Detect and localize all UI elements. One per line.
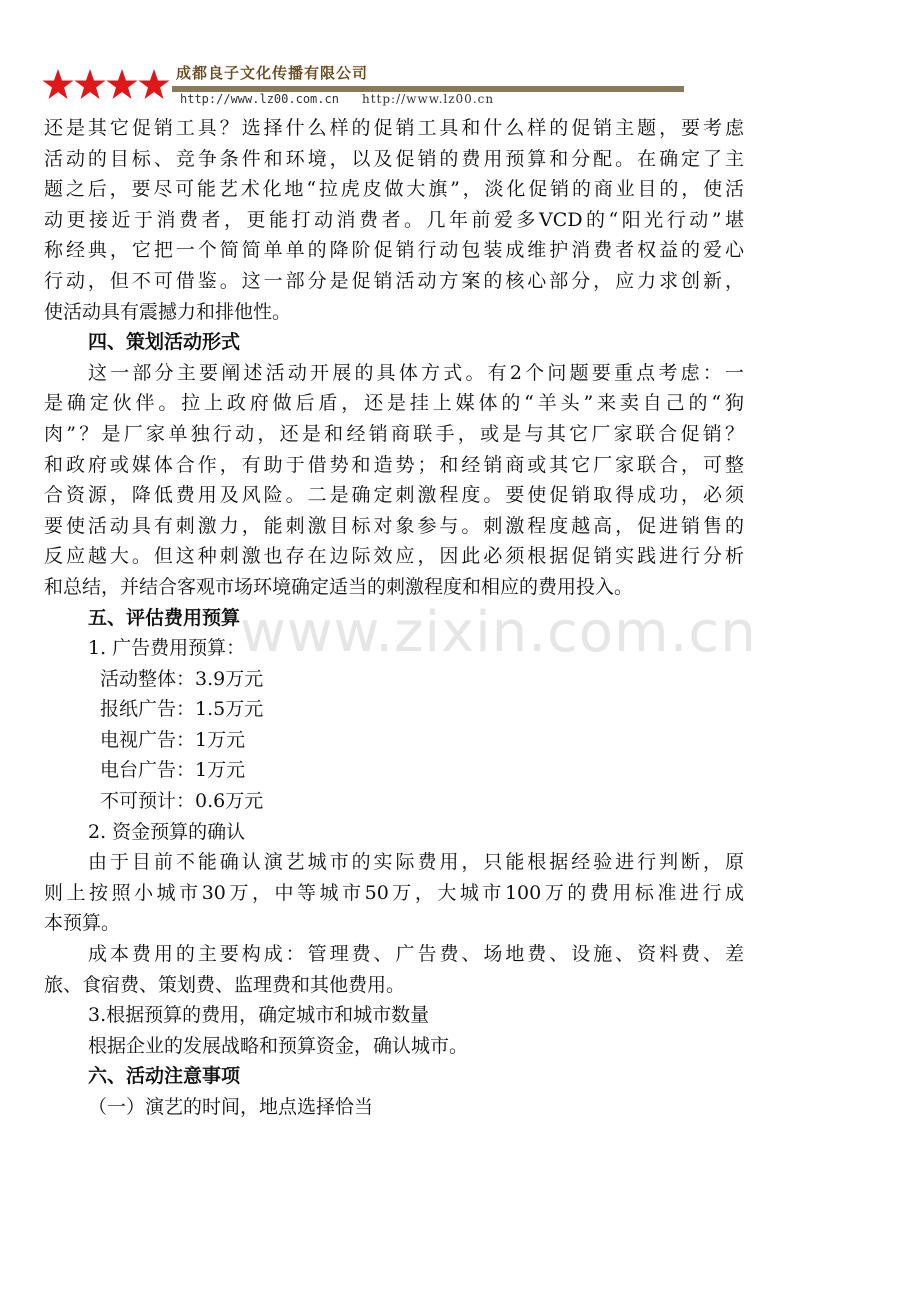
- text-line: 使活动具有震撼力和排他性。: [44, 300, 292, 323]
- subsection-fund-confirm: 2. 资金预算的确认: [88, 820, 246, 843]
- text-line: 肉”？是厂家单独行动，还是和经销商联手，或是与其它厂家联合促销？: [44, 422, 744, 445]
- text-line: 这一部分主要阐述活动开展的具体方式。有2个问题要重点考虑：一: [88, 361, 744, 384]
- budget-item: 不可预计：0.6万元: [100, 790, 264, 813]
- watermark: www.zixin.com.cn: [240, 600, 757, 665]
- paragraph-cost-composition: [44, 939, 744, 1000]
- text-line: 由于目前不能确认演艺城市的实际费用，只能根据经验进行判断，原: [88, 851, 744, 874]
- text-line: 动更接近于消费者，更能打动消费者。几年前爱多VCD的“阳光行动”堪: [44, 208, 744, 231]
- text-line: 活动的目标、竞争条件和环境，以及促销的费用预算和分配。在确定了主: [44, 147, 744, 170]
- text-line: 本预算。: [44, 912, 121, 935]
- text-line: 和总结，并结合客观市场环境确定适当的刺激程度和相应的费用投入。: [44, 575, 634, 598]
- text-line: 行动，但不可借鉴。这一部分是促销活动方案的核心部分，应力求创新，: [44, 269, 744, 292]
- section-heading-6: 六、活动注意事项: [88, 1065, 241, 1088]
- paragraph-fund-estimate: [44, 847, 744, 939]
- paragraph-confirm-city: 根据企业的发展战略和预算资金，确认城市。: [88, 1034, 469, 1057]
- text-line: 要使活动具有刺激力，能刺激目标对象参与。刺激程度越高，促进销售的: [44, 514, 744, 537]
- star-icon: [138, 68, 170, 102]
- page-header: [0, 0, 920, 110]
- paragraph-time-location: （一）演艺的时间，地点选择恰当: [88, 1096, 374, 1118]
- budget-item: 活动整体：3.9万元: [100, 667, 264, 690]
- text-line: 反应越大。但这种刺激也存在边际效应，因此必须根据促销实践进行分析: [44, 545, 744, 568]
- company-name: 成都良子文化传播有限公司: [176, 64, 369, 82]
- star-icon: [74, 68, 106, 102]
- text-line: 成本费用的主要构成：管理费、广告费、场地费、设施、资料费、差: [88, 943, 744, 966]
- text-line: 合资源，降低费用及风险。二是确定刺激程度。要使促销取得成功，必须: [44, 484, 744, 507]
- subsection-ad-budget: 1. 广告费用预算：: [88, 637, 246, 660]
- header-stars: [42, 68, 170, 104]
- text-line: 还是其它促销工具？选择什么样的促销工具和什么样的促销主题，要考虑: [44, 117, 744, 139]
- budget-item: 报纸广告：1.5万元: [100, 698, 264, 721]
- subsection-city-count: 3.根据预算的费用，确定城市和城市数量: [88, 1004, 430, 1027]
- star-icon: [42, 68, 74, 102]
- header-url-left[interactable]: http://www.lz00.com.cn: [180, 92, 339, 106]
- budget-item: 电视广告：1万元: [100, 728, 246, 751]
- document-body: [44, 113, 744, 1123]
- paragraph-promotion-theme: [44, 113, 744, 327]
- paragraph-activity-form: [44, 358, 744, 603]
- text-line: 旅、食宿费、策划费、监理费和其他费用。: [44, 973, 406, 996]
- text-line: 则上按照小城市30万，中等城市50万，大城市100万的费用标准进行成: [44, 881, 744, 904]
- text-line: 称经典，它把一个简简单单的降阶促销行动包装成维护消费者权益的爱心: [44, 239, 744, 262]
- budget-item: 电台广告：1万元: [100, 759, 246, 782]
- text-line: 题之后，要尽可能艺术化地“拉虎皮做大旗”，淡化促销的商业目的，使活: [44, 178, 744, 201]
- text-line: 和政府或媒体合作，有助于借势和造势；和经销商或其它厂家联合，可整: [44, 453, 744, 476]
- star-icon: [106, 68, 138, 102]
- section-heading-4: 四、策划活动形式: [88, 331, 241, 354]
- budget-list: [44, 664, 744, 817]
- header-url-right[interactable]: http://www.lz00.cn: [362, 92, 495, 106]
- text-line: 是确定伙伴。拉上政府做后盾，还是挂上媒体的“羊头”来卖自己的“狗: [44, 392, 744, 415]
- section-heading-5: 五、评估费用预算: [88, 606, 241, 629]
